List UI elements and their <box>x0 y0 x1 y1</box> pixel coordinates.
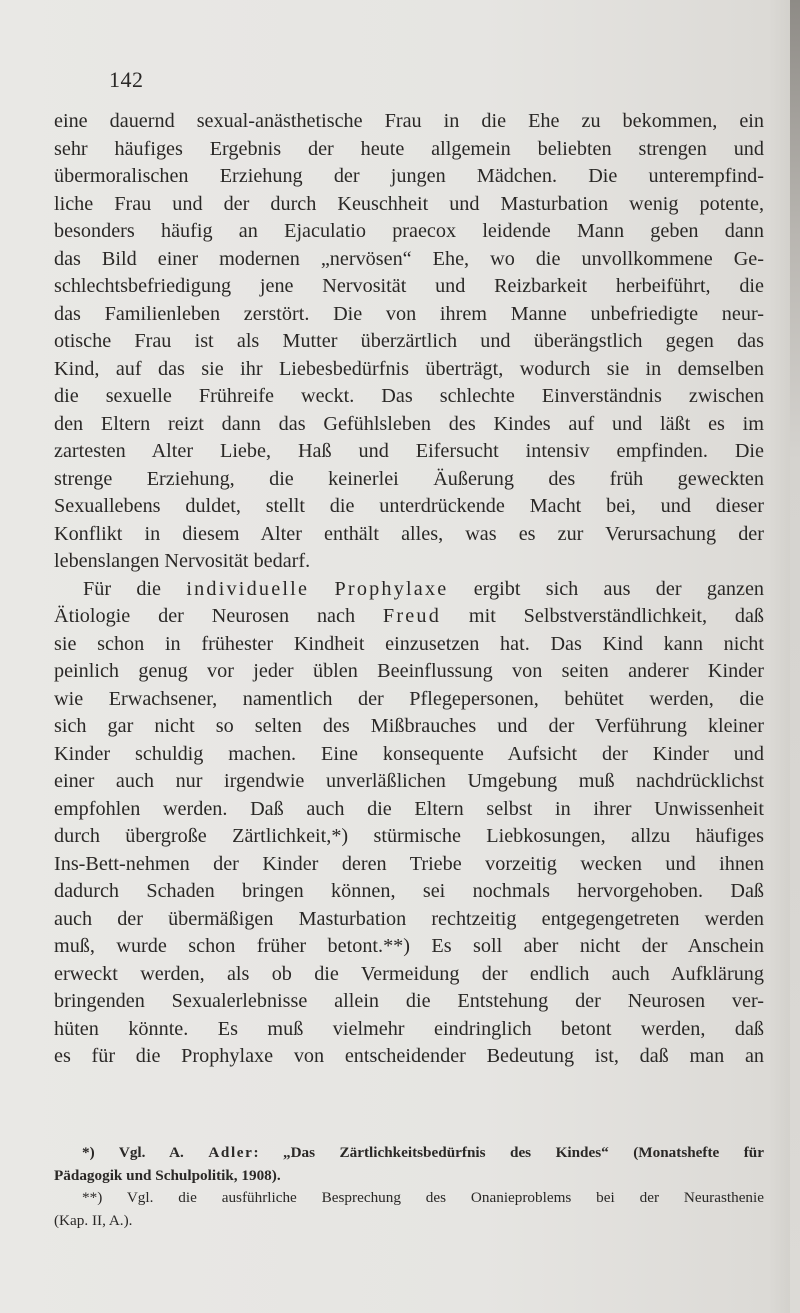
main-text <box>54 108 764 1071</box>
text-line: schlechtsbefriedigung jene Nervosität und Reizbarkeit herbeiführt, die <box>54 275 764 297</box>
emphasis-prophylaxe: Prophylaxe <box>334 577 449 600</box>
text-line: eine dauernd sexual-anästhetische Frau in die Ehe zu bekommen, ein <box>54 110 764 132</box>
text-line: lebenslangen Nervosität bedarf. <box>54 550 311 572</box>
footnotes <box>54 1142 764 1232</box>
text-fragment: mit Selbstverständlichkeit, daß <box>441 605 764 627</box>
text-line: hüten könnte. Es muß vielmehr eindringlich betont werden, daß <box>54 1017 764 1040</box>
text-line: Ins-Bett-nehmen der Kinder deren Triebe vorzeitig wecken und ihnen <box>54 852 764 875</box>
text-line: das Familienleben zerstört. Die von ihrem Manne unbefriedigte neur- <box>54 302 764 325</box>
text-line: Kinder schuldig machen. Eine konsequente Aufsicht der Kinder und <box>54 742 764 765</box>
text-line: erweckt werden, als ob die Vermeidung der endlich auch Aufklärung <box>54 962 764 985</box>
page-edge-shadow <box>790 0 800 1313</box>
text-line: liche Frau und der durch Keuschheit und Masturbation wenig potente, <box>54 192 764 215</box>
text-fragment <box>309 578 334 600</box>
text-line: Sexuallebens duldet, stellt die unterdrückende Macht bei, und dieser <box>54 495 764 517</box>
text-line: es für die Prophylaxe von entscheidender Bedeutung ist, daß man an <box>54 1045 764 1067</box>
footnote-1 <box>54 1142 764 1165</box>
emphasis-freud: Freud <box>382 605 442 627</box>
text-line: empfohlen werden. Daß auch die Eltern selbst in ihrer Unwissenheit <box>54 797 764 820</box>
text-line <box>54 603 764 631</box>
footnote-2: **) Vgl. die ausführliche Besprechung des Onanieproblems bei der Neurasthenie <box>82 1189 764 1206</box>
text-line: strenge Erziehung, die keinerlei Äußerung des früh geweckten <box>54 467 764 490</box>
text-line: das Bild einer modernen „nervösen“ Ehe, wo die unvollkommene Ge- <box>54 247 764 270</box>
text-line: auch der übermäßigen Masturbation rechtzeitig entgegengetreten werden <box>54 907 764 930</box>
text-line: sich gar nicht so selten des Mißbrauches und der Verführung kleiner <box>54 715 764 737</box>
text-line: durch übergroße Zärtlichkeit,*) stürmische Liebkosungen, allzu häufiges <box>54 825 764 847</box>
footnote-1-continuation: Pädagogik und Schulpolitik, 1908). <box>54 1166 281 1184</box>
text-line: dadurch Schaden bringen können, sei nochmals hervorgehoben. Daß <box>54 880 764 902</box>
text-line: wie Erwachsener, namentlich der Pflegepersonen, behütet werden, die <box>54 687 764 710</box>
footnote-2-continuation: (Kap. II, A.). <box>54 1211 133 1229</box>
text-line: den Eltern reizt dann das Gefühlsleben des Kindes auf und läßt es im <box>54 412 764 435</box>
text-fragment: Für die <box>83 577 187 600</box>
text-line: zartesten Alter Liebe, Haß und Eifersucht intensiv empfinden. Die <box>54 440 764 462</box>
text-line: otische Frau ist als Mutter überzärtlich und überängstlich gegen das <box>54 330 764 352</box>
text-line: muß, wurde schon früher betont.**) Es soll aber nicht der Anschein <box>54 935 764 957</box>
text-fragment: ergibt sich aus der ganzen <box>448 577 765 600</box>
text-line: bringenden Sexualerlebnisse allein die Entstehung der Neurosen ver- <box>54 990 764 1012</box>
page-number: 142 <box>109 67 144 92</box>
emphasis-adler: Adler <box>208 1144 254 1161</box>
text-line: sie schon in frühester Kindheit einzusetzen hat. Das Kind kann nicht <box>54 632 764 655</box>
paragraph-start-line <box>54 576 764 604</box>
text-line: Kind, auf das sie ihr Liebesbedürfnis überträgt, wodurch sie in demselben <box>54 357 764 380</box>
text-fragment: Ätiologie der Neurosen nach <box>54 605 383 627</box>
text-line: übermoralischen Erziehung der jungen Mädchen. Die unterempfind- <box>54 165 764 187</box>
text-line: besonders häufig an Ejaculatio praecox leidende Mann geben dann <box>54 220 764 242</box>
text-line: sehr häufiges Ergebnis der heute allgemein beliebten strengen und <box>54 137 764 160</box>
text-line: die sexuelle Frühreife weckt. Das schlechte Einverständnis zwischen <box>54 385 764 407</box>
emphasis-individuelle: individuelle <box>186 577 310 600</box>
text-fragment: *) Vgl. A. <box>82 1144 209 1161</box>
text-line: einer auch nur irgendwie unverläßlichen Umgebung muß nachdrücklichst <box>54 770 764 792</box>
text-line: Konflikt in diesem Alter enthält alles, was es zur Verursachung der <box>54 522 764 545</box>
text-line: peinlich genug vor jeder üblen Beeinflussung von seiten anderer Kinder <box>54 660 764 682</box>
text-fragment: : „Das Zärtlichkeitsbedürfnis des Kindes“ (Monatshefte für <box>253 1144 764 1161</box>
